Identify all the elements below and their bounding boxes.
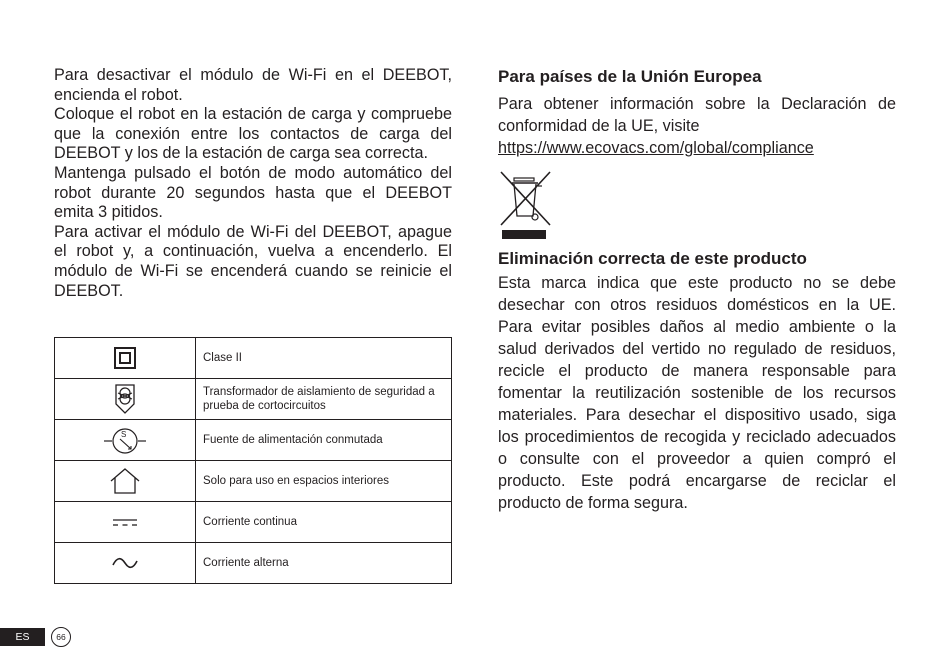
symbol-label: Corriente continua [196,502,452,543]
eu-heading: Para países de la Unión Europea [498,67,762,86]
symbols-table [54,337,452,584]
table-row [55,338,452,379]
wifi-instructions [54,66,452,301]
alternating-current-icon [112,556,138,570]
instruction-paragraph: Coloque el robot en la estación de carga y compruebe que la conexión entre los contactos de carga del DEEBOT y los de la estación de carga sea correcta. [54,105,452,163]
symbol-label: Transformador de aislamiento de seguridad a prueba de cortocircuitos [196,379,452,420]
symbol-cell [55,379,196,420]
table-row [55,461,452,502]
smps-glyph: S [121,430,127,439]
table-row [55,420,452,461]
direct-current-icon [112,517,138,527]
language-tab: ES [0,628,45,646]
safety-isolating-transformer-icon [114,384,136,414]
class-ii-icon [114,347,136,369]
eu-declaration-text [498,93,896,159]
symbol-label: Solo para uso en espacios interiores [196,461,452,502]
table-row [55,543,452,584]
eu-text: Para obtener información sobre la Declaración de conformidad de la UE, visite [498,95,896,135]
regulatory-info [498,66,896,514]
instruction-paragraph: Para desactivar el módulo de Wi-Fi en el DEEBOT, encienda el robot. [54,66,452,104]
symbol-label: Clase II [196,338,452,379]
symbol-cell [55,502,196,543]
symbol-label: Fuente de alimentación conmutada [196,420,452,461]
disposal-heading: Eliminación correcta de este producto [498,249,807,268]
symbol-cell [55,420,196,461]
table-row [55,502,452,543]
compliance-link[interactable]: https://www.ecovacs.com/global/compliance [498,139,814,157]
instruction-paragraph: Mantenga pulsado el botón de modo automático del robot durante 20 segundos hasta que el DEEBOT emita 3 pitidos. [54,163,452,222]
symbol-cell [55,461,196,502]
disposal-text: Esta marca indica que este producto no se debe desechar con otros residuos domésticos en la UE. Para evitar posibles daños al medio ambiente o la salud derivados del vertido no regulado de residuos, recicle el producto de manera responsable para fomentar la reutilización sostenible de los recursos materiales. Para desechar el dispositivo usado, siga los procedimientos de recogida y reciclado adecuados o consulte con el proveedor a quien compró el producto. Este podrá encargarse de reciclar el producto de forma segura. [498,274,896,512]
instruction-paragraph: Para activar el módulo de Wi-Fi del DEEBOT, apague el robot y, a continuación, vuelva a encenderlo. El módulo de Wi-Fi se encenderá cuando se reinicie el DEEBOT. [54,222,452,300]
symbol-label: Corriente alterna [196,543,452,584]
switch-mode-power-supply-icon [104,425,146,455]
symbol-cell [55,543,196,584]
crossed-out-wheelie-bin-icon [500,170,556,242]
page-number: 66 [51,627,71,647]
symbol-cell [55,338,196,379]
indoor-use-icon [109,468,141,494]
table-row [55,379,452,420]
